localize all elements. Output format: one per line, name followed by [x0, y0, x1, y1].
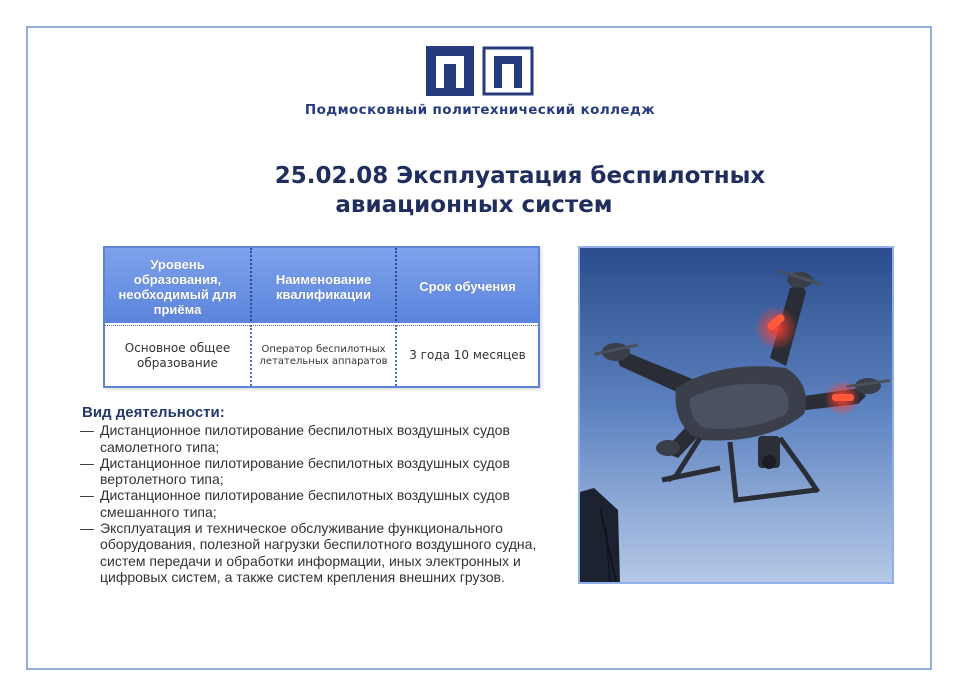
qualification-table: [103, 246, 540, 388]
college-logo: [426, 46, 534, 96]
drone-photo: [578, 246, 894, 584]
activity-section: [82, 405, 552, 585]
college-name: Подмосковный политехнический колледж: [304, 102, 656, 118]
title-line-2: авиационных систем: [335, 192, 613, 218]
header-education-level: Уровень образования, необходимый для приёма: [118, 256, 237, 317]
page-title: [240, 162, 800, 220]
list-item-text: Эксплуатация и техническое обслуживание функционального оборудования, полезной нагрузки беспилотного воздушного судна, систем передачи и обработки информации, иных электронных и цифровых систем, а также систем крепления внешних грузов.: [100, 520, 537, 585]
list-item: [80, 520, 552, 585]
dash-marker: —: [80, 487, 94, 504]
dash-marker: —: [80, 520, 94, 537]
dash-marker: —: [80, 454, 94, 471]
activity-heading: Вид деятельности:: [82, 404, 225, 421]
list-item: [80, 487, 552, 520]
list-item: [80, 422, 552, 455]
header-qualification: Наименование квалификации: [250, 248, 395, 325]
table-row: [105, 325, 538, 386]
title-line-1: 25.02.08 Эксплуатация беспилотных: [274, 163, 766, 189]
table-header-row: [105, 248, 538, 325]
cell-education-level: Основное общее образование: [124, 340, 231, 370]
quadcopter-drone-icon: [580, 248, 892, 582]
list-item-text: Дистанционное пилотирование беспилотных воздушных судов вертолетного типа;: [100, 454, 510, 488]
list-item-text: Дистанционное пилотирование беспилотных воздушных судов самолетного типа;: [100, 422, 510, 455]
list-item: [80, 455, 552, 488]
header-duration: Срок обучения: [395, 248, 538, 325]
cell-qualification: Оператор беспилотных летательных аппаратов: [250, 325, 395, 386]
cell-duration: 3 года 10 месяцев: [395, 325, 538, 386]
activity-list: [82, 422, 552, 585]
dash-marker: —: [80, 422, 94, 439]
list-item-text: Дистанционное пилотирование беспилотных воздушных судов смешанного типа;: [100, 487, 510, 520]
